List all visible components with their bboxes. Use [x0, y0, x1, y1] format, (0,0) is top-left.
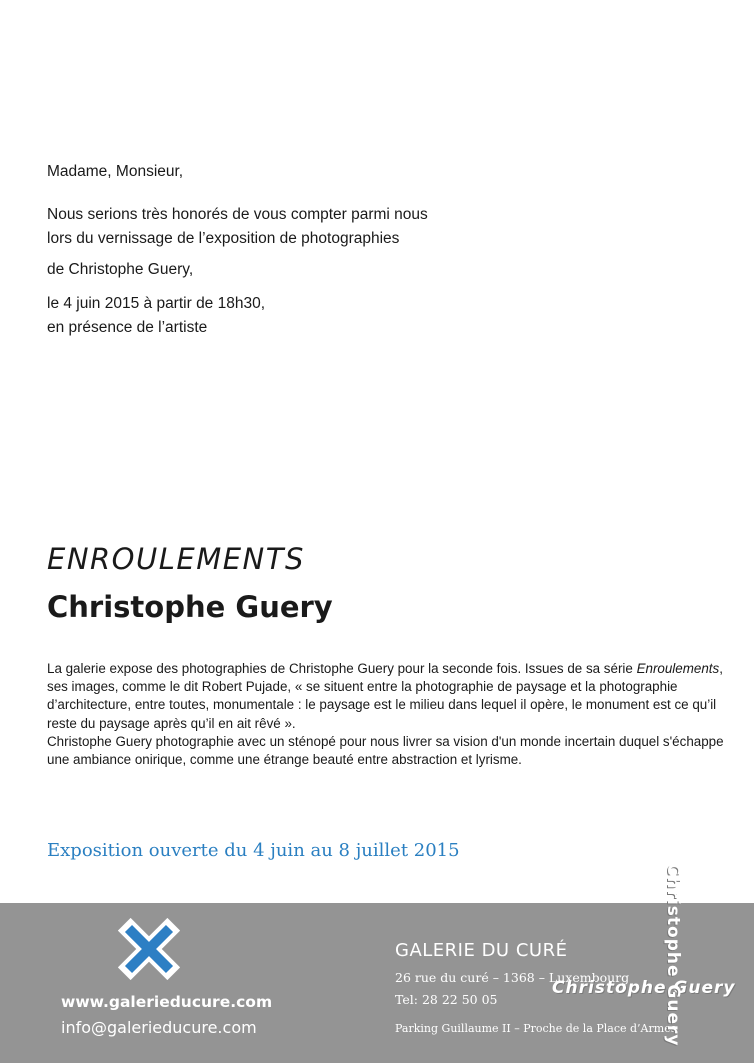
exhibition-title: ENROULEMENTS: [47, 542, 305, 576]
description-text-2: , ses images, comme le dit Robert Pujade, « se situent entre la photographie de paysage et la photographie d’architecture, entre toutes, monumentale : le paysage est le milieu dans lequel il opère, le monument est ce qu’il reste du paysage après qu’il en ait rêvé ».: [47, 661, 723, 731]
gallery-phone: Tel: 28 22 50 05: [395, 992, 498, 1007]
salutation: Madame, Monsieur,: [47, 163, 184, 180]
galerie-logo-x-icon: [118, 918, 180, 980]
letter-line-5: en présence de l’artiste: [47, 319, 208, 336]
letter-line-2: lors du vernissage de l’exposition de photographies: [47, 230, 400, 247]
gallery-address: 26 rue du curé – 1368 – Luxembourg: [395, 970, 630, 985]
gallery-name: GALERIE DU CURÉ: [395, 940, 568, 961]
letter-line-3: de Christophe Guery,: [47, 261, 194, 278]
series-name: Enroulements: [636, 661, 720, 676]
description-paragraph-1: [47, 660, 727, 733]
invitation-letter: [47, 160, 567, 340]
parking-info: Parking Guillaume II – Proche de la Place d’Armes: [395, 1022, 677, 1035]
description-text-1: La galerie expose des photographies de Christophe Guery pour la seconde fois. Issues de sa série: [47, 661, 637, 676]
footer: [0, 903, 754, 1063]
artist-name: Christophe Guery: [47, 590, 333, 624]
exhibition-dates: Exposition ouverte du 4 juin au 8 juillet 2015: [47, 840, 460, 861]
exhibition-description: [47, 660, 727, 769]
description-paragraph-2: Christophe Guery photographie avec un sténopé pour nous livrer sa vision d'un monde incertain duquel s'échappe une ambiance onirique, comme une étrange beauté entre abstraction et lyrisme.: [47, 733, 724, 768]
website-link[interactable]: www.galerieducure.com: [61, 993, 273, 1011]
letter-line-4: le 4 juin 2015 à partir de 18h30,: [47, 295, 266, 312]
email-link[interactable]: info@galerieducure.com: [61, 1018, 257, 1037]
watermark-vertical: Christophe Guery: [663, 863, 683, 1047]
watermark-horizontal: Christophe Guery: [552, 978, 736, 998]
letter-line-1: Nous serions très honorés de vous compter parmi nous: [47, 206, 428, 223]
